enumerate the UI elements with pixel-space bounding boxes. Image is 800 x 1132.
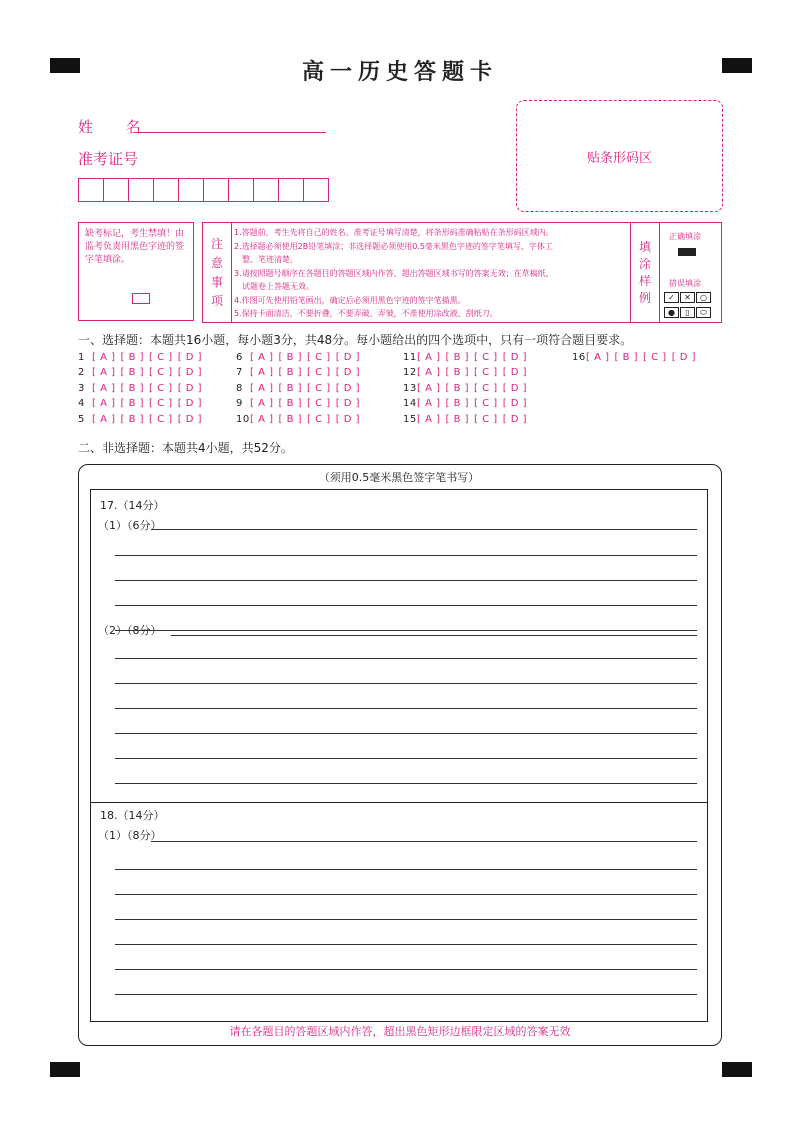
- exam-number-digit[interactable]: [178, 178, 204, 202]
- absent-mark-box[interactable]: [132, 293, 150, 304]
- choice-question-8: [236, 383, 365, 394]
- answer-option-bubble[interactable]: [ D ]: [335, 367, 361, 378]
- registration-mark-bottom-left: [50, 1062, 80, 1077]
- absent-mark-text: 缺考标记，考生禁填！由监考负责用黑色字迹的签字笔填涂。: [85, 229, 185, 265]
- answer-option-bubble[interactable]: [ D ]: [502, 414, 528, 425]
- answer-option-bubble[interactable]: [ B ]: [445, 367, 470, 378]
- answer-line[interactable]: [115, 605, 697, 606]
- fill-sample-heading: [630, 223, 660, 322]
- page-title: 高一历史答题卡: [301, 60, 498, 85]
- answer-option-bubble[interactable]: [ A ]: [250, 367, 274, 378]
- answer-option-bubble[interactable]: [ D ]: [177, 352, 203, 363]
- answer-line[interactable]: [115, 919, 697, 920]
- answer-line[interactable]: [115, 869, 697, 870]
- answer-option-bubble[interactable]: [ D ]: [502, 398, 528, 409]
- answer-line[interactable]: [115, 658, 697, 659]
- answer-box[interactable]: [90, 489, 708, 1022]
- note-item: 4.作图可先使用铅笔画出，确定后必须用黑色字迹的签字笔描黑。: [234, 295, 466, 305]
- notes-panel: [202, 222, 722, 323]
- question-number: 11: [403, 352, 417, 363]
- answer-line[interactable]: [115, 894, 697, 895]
- answer-option-bubble[interactable]: [ D ]: [335, 398, 361, 409]
- answer-option-bubble[interactable]: [ D ]: [335, 383, 361, 394]
- notes-heading: [203, 223, 232, 322]
- absent-mark-panel: [78, 222, 194, 321]
- fill-heading-char: 样: [638, 273, 651, 288]
- check-mark-icon: ✓: [664, 292, 679, 303]
- answer-option-bubble[interactable]: [ B ]: [120, 398, 145, 409]
- question-number: 8: [236, 383, 243, 394]
- correct-fill-mark: [678, 248, 696, 256]
- question-number: 7: [236, 367, 243, 378]
- answer-option-bubble[interactable]: [ A ]: [250, 414, 274, 425]
- choice-question-9: [236, 398, 365, 409]
- exam-number-digit[interactable]: [253, 178, 279, 202]
- name-label: 姓 名: [78, 118, 155, 136]
- answer-line[interactable]: [171, 635, 697, 636]
- choice-question-3: [78, 383, 207, 394]
- question-number: 12: [403, 367, 417, 378]
- answer-line[interactable]: [151, 529, 697, 530]
- answer-option-bubble[interactable]: [ A ]: [250, 352, 274, 363]
- question-number: 14: [403, 398, 417, 409]
- question-18-label: 18.（14分）: [100, 809, 165, 822]
- choice-question-13: [403, 383, 532, 394]
- answer-option-bubble[interactable]: [ B ]: [445, 352, 470, 363]
- choice-question-14: [403, 398, 532, 409]
- answer-option-bubble[interactable]: [ C ]: [474, 367, 498, 378]
- question-number: 10: [236, 414, 250, 425]
- exam-number-label: 准考证号: [78, 150, 139, 168]
- answer-option-bubble[interactable]: [ B ]: [120, 367, 145, 378]
- fill-heading-char: 例: [638, 290, 651, 305]
- note-item: 1.答题前，考生先将自己的姓名、准考证号填写清楚，将条形码准确粘贴在条形码区域内。: [234, 228, 554, 237]
- choice-question-15: [403, 414, 532, 425]
- choice-question-5: [78, 414, 207, 425]
- registration-mark-bottom-right: [722, 1062, 752, 1077]
- note-item: 试题卷上答题无效。: [242, 282, 314, 291]
- answer-option-bubble[interactable]: [ A ]: [92, 398, 116, 409]
- note-item: 3.请按照题号顺序在各题目的答题区域内作答，超出答题区域书写的答案无效；在草稿纸、: [234, 268, 554, 278]
- answer-option-bubble[interactable]: [ B ]: [445, 383, 470, 394]
- answer-option-bubble[interactable]: [ C ]: [307, 367, 331, 378]
- question-number: 2: [78, 367, 85, 378]
- notes-heading-char: 意: [210, 255, 223, 270]
- note-item: 2.选择题必须使用2B铅笔填涂；非选择题必须使用0.5毫米黑色字迹的签字笔填写，字体工: [234, 241, 553, 251]
- circle-mark-icon: ○: [696, 292, 711, 303]
- answer-option-bubble[interactable]: [ D ]: [177, 398, 203, 409]
- answer-option-bubble[interactable]: [ C ]: [149, 414, 173, 425]
- cross-mark-icon: ✕: [680, 292, 695, 303]
- question-number: 6: [236, 352, 243, 363]
- wrong-fill-label: 错误填涂: [669, 279, 701, 288]
- answer-option-bubble[interactable]: [ B ]: [278, 352, 303, 363]
- barcode-label: 贴条形码区: [586, 150, 652, 166]
- answer-option-bubble[interactable]: [ B ]: [614, 352, 639, 363]
- answer-option-bubble[interactable]: [ C ]: [474, 352, 498, 363]
- dot-mark-icon: ●: [664, 307, 679, 318]
- answer-instruction: （须用0.5毫米黑色签字笔书写）: [90, 465, 708, 490]
- answer-option-bubble[interactable]: [ C ]: [307, 383, 331, 394]
- choice-question-11: [403, 352, 532, 363]
- answer-option-bubble[interactable]: [ B ]: [120, 414, 145, 425]
- answer-option-bubble[interactable]: [ B ]: [445, 414, 470, 425]
- choice-question-16: [572, 352, 701, 363]
- answer-option-bubble[interactable]: [ A ]: [92, 383, 116, 394]
- answer-option-bubble[interactable]: [ C ]: [643, 352, 667, 363]
- notes-heading-char: 项: [210, 293, 223, 308]
- answer-option-bubble[interactable]: [ A ]: [417, 367, 441, 378]
- answer-option-bubble[interactable]: [ C ]: [307, 414, 331, 425]
- answer-option-bubble[interactable]: [ D ]: [335, 352, 361, 363]
- bar-mark-icon: ▯: [680, 307, 695, 318]
- notes-heading-char: 事: [210, 274, 223, 289]
- choice-grid: [78, 352, 738, 432]
- answer-option-bubble[interactable]: [ C ]: [474, 414, 498, 425]
- answer-option-bubble[interactable]: [ B ]: [120, 352, 145, 363]
- exam-number-digit[interactable]: [278, 178, 304, 202]
- question-17-part2-label: （2）（8分）: [98, 624, 162, 637]
- answer-option-bubble[interactable]: [ B ]: [278, 383, 303, 394]
- answer-option-bubble[interactable]: [ A ]: [417, 398, 441, 409]
- notes-list: [234, 226, 626, 321]
- answer-option-bubble[interactable]: [ D ]: [671, 352, 697, 363]
- choice-question-4: [78, 398, 207, 409]
- exam-number-digit[interactable]: [78, 178, 104, 202]
- answer-option-bubble[interactable]: [ D ]: [502, 383, 528, 394]
- answer-line[interactable]: [115, 580, 697, 581]
- answer-option-bubble[interactable]: [ B ]: [445, 398, 470, 409]
- section1-title: 一、选择题：本题共16小题，每小题3分，共48分。每小题给出的四个选项中，只有一项符合题目要求。: [78, 333, 633, 347]
- question-17-label: 17.（14分）: [100, 499, 165, 512]
- answer-line[interactable]: [115, 758, 697, 759]
- answer-line[interactable]: [115, 994, 697, 995]
- question-number: 5: [78, 414, 85, 425]
- correct-fill-label: 正确填涂: [669, 232, 701, 241]
- note-item: 5.保持卡面清洁，不要折叠，不要弄破、弄皱，不准使用涂改液、刮纸刀。: [234, 309, 498, 318]
- choice-question-7: [236, 367, 365, 378]
- answer-option-bubble[interactable]: [ B ]: [278, 367, 303, 378]
- answer-option-bubble[interactable]: [ A ]: [250, 398, 274, 409]
- answer-line[interactable]: [115, 708, 697, 709]
- answer-option-bubble[interactable]: [ D ]: [177, 383, 203, 394]
- choice-question-10: [236, 414, 365, 425]
- choice-question-2: [78, 367, 207, 378]
- answer-line[interactable]: [115, 733, 697, 734]
- exam-number-digit[interactable]: [128, 178, 154, 202]
- exam-number-boxes[interactable]: [78, 178, 328, 202]
- answer-option-bubble[interactable]: [ A ]: [417, 383, 441, 394]
- note-item: 整、笔迹清楚。: [242, 255, 298, 264]
- answer-option-bubble[interactable]: [ C ]: [474, 398, 498, 409]
- answer-option-bubble[interactable]: [ B ]: [278, 398, 303, 409]
- answer-line[interactable]: [115, 944, 697, 945]
- wrong-fill-row: [664, 307, 711, 318]
- answer-region: [78, 464, 722, 1046]
- answer-line[interactable]: [115, 555, 697, 556]
- notes-heading-char: 注: [210, 236, 223, 251]
- answer-line[interactable]: [115, 969, 697, 970]
- answer-option-bubble[interactable]: [ C ]: [149, 367, 173, 378]
- choice-question-12: [403, 367, 532, 378]
- answer-option-bubble[interactable]: [ A ]: [92, 367, 116, 378]
- question-number: 13: [403, 383, 417, 394]
- answer-option-bubble[interactable]: [ D ]: [502, 367, 528, 378]
- answer-option-bubble[interactable]: [ C ]: [307, 352, 331, 363]
- exam-number-digit[interactable]: [303, 178, 329, 202]
- question-number: 3: [78, 383, 85, 394]
- question-18-part1-label: （1）（8分）: [98, 829, 162, 842]
- choice-question-1: [78, 352, 207, 363]
- name-field[interactable]: [134, 132, 326, 133]
- answer-option-bubble[interactable]: [ C ]: [474, 383, 498, 394]
- answer-option-bubble[interactable]: [ A ]: [417, 352, 441, 363]
- answer-option-bubble[interactable]: [ A ]: [417, 414, 441, 425]
- answer-option-bubble[interactable]: [ D ]: [177, 367, 203, 378]
- answer-option-bubble[interactable]: [ D ]: [502, 352, 528, 363]
- choice-question-6: [236, 352, 365, 363]
- question-number: 4: [78, 398, 85, 409]
- answer-option-bubble[interactable]: [ D ]: [177, 414, 203, 425]
- answer-option-bubble[interactable]: [ D ]: [335, 414, 361, 425]
- fill-heading-char: 涂: [638, 256, 651, 271]
- answer-option-bubble[interactable]: [ A ]: [250, 383, 274, 394]
- exam-number-digit[interactable]: [203, 178, 229, 202]
- exam-number-digit[interactable]: [153, 178, 179, 202]
- answer-option-bubble[interactable]: [ A ]: [92, 414, 116, 425]
- barcode-area: [516, 100, 723, 212]
- answer-line[interactable]: [115, 630, 697, 631]
- question-17-part1-label: （1）（6分）: [98, 519, 162, 532]
- footer-note: 请在各题目的答题区域内作答，超出黑色矩形边框限定区域的答案无效: [229, 1025, 571, 1038]
- answer-option-bubble[interactable]: [ C ]: [149, 352, 173, 363]
- answer-line[interactable]: [151, 841, 697, 842]
- answer-option-bubble[interactable]: [ A ]: [92, 352, 116, 363]
- answer-line[interactable]: [115, 783, 697, 784]
- question-number: 16: [572, 352, 586, 363]
- exam-number-digit[interactable]: [228, 178, 254, 202]
- question-number: 1: [78, 352, 85, 363]
- answer-option-bubble[interactable]: [ C ]: [149, 383, 173, 394]
- question-number: 9: [236, 398, 243, 409]
- answer-option-bubble[interactable]: [ A ]: [586, 352, 610, 363]
- answer-option-bubble[interactable]: [ B ]: [120, 383, 145, 394]
- question-divider: [91, 802, 707, 803]
- question-number: 15: [403, 414, 417, 425]
- exam-number-digit[interactable]: [103, 178, 129, 202]
- answer-option-bubble[interactable]: [ C ]: [149, 398, 173, 409]
- oval-mark-icon: ⬭: [696, 307, 711, 318]
- answer-option-bubble[interactable]: [ C ]: [307, 398, 331, 409]
- answer-option-bubble[interactable]: [ B ]: [278, 414, 303, 425]
- fill-sample: [661, 223, 721, 322]
- section2-title: 二、非选择题：本题共4小题，共52分。: [78, 441, 293, 455]
- fill-heading-char: 填: [638, 239, 651, 254]
- wrong-fill-row: [664, 292, 711, 303]
- answer-line[interactable]: [115, 683, 697, 684]
